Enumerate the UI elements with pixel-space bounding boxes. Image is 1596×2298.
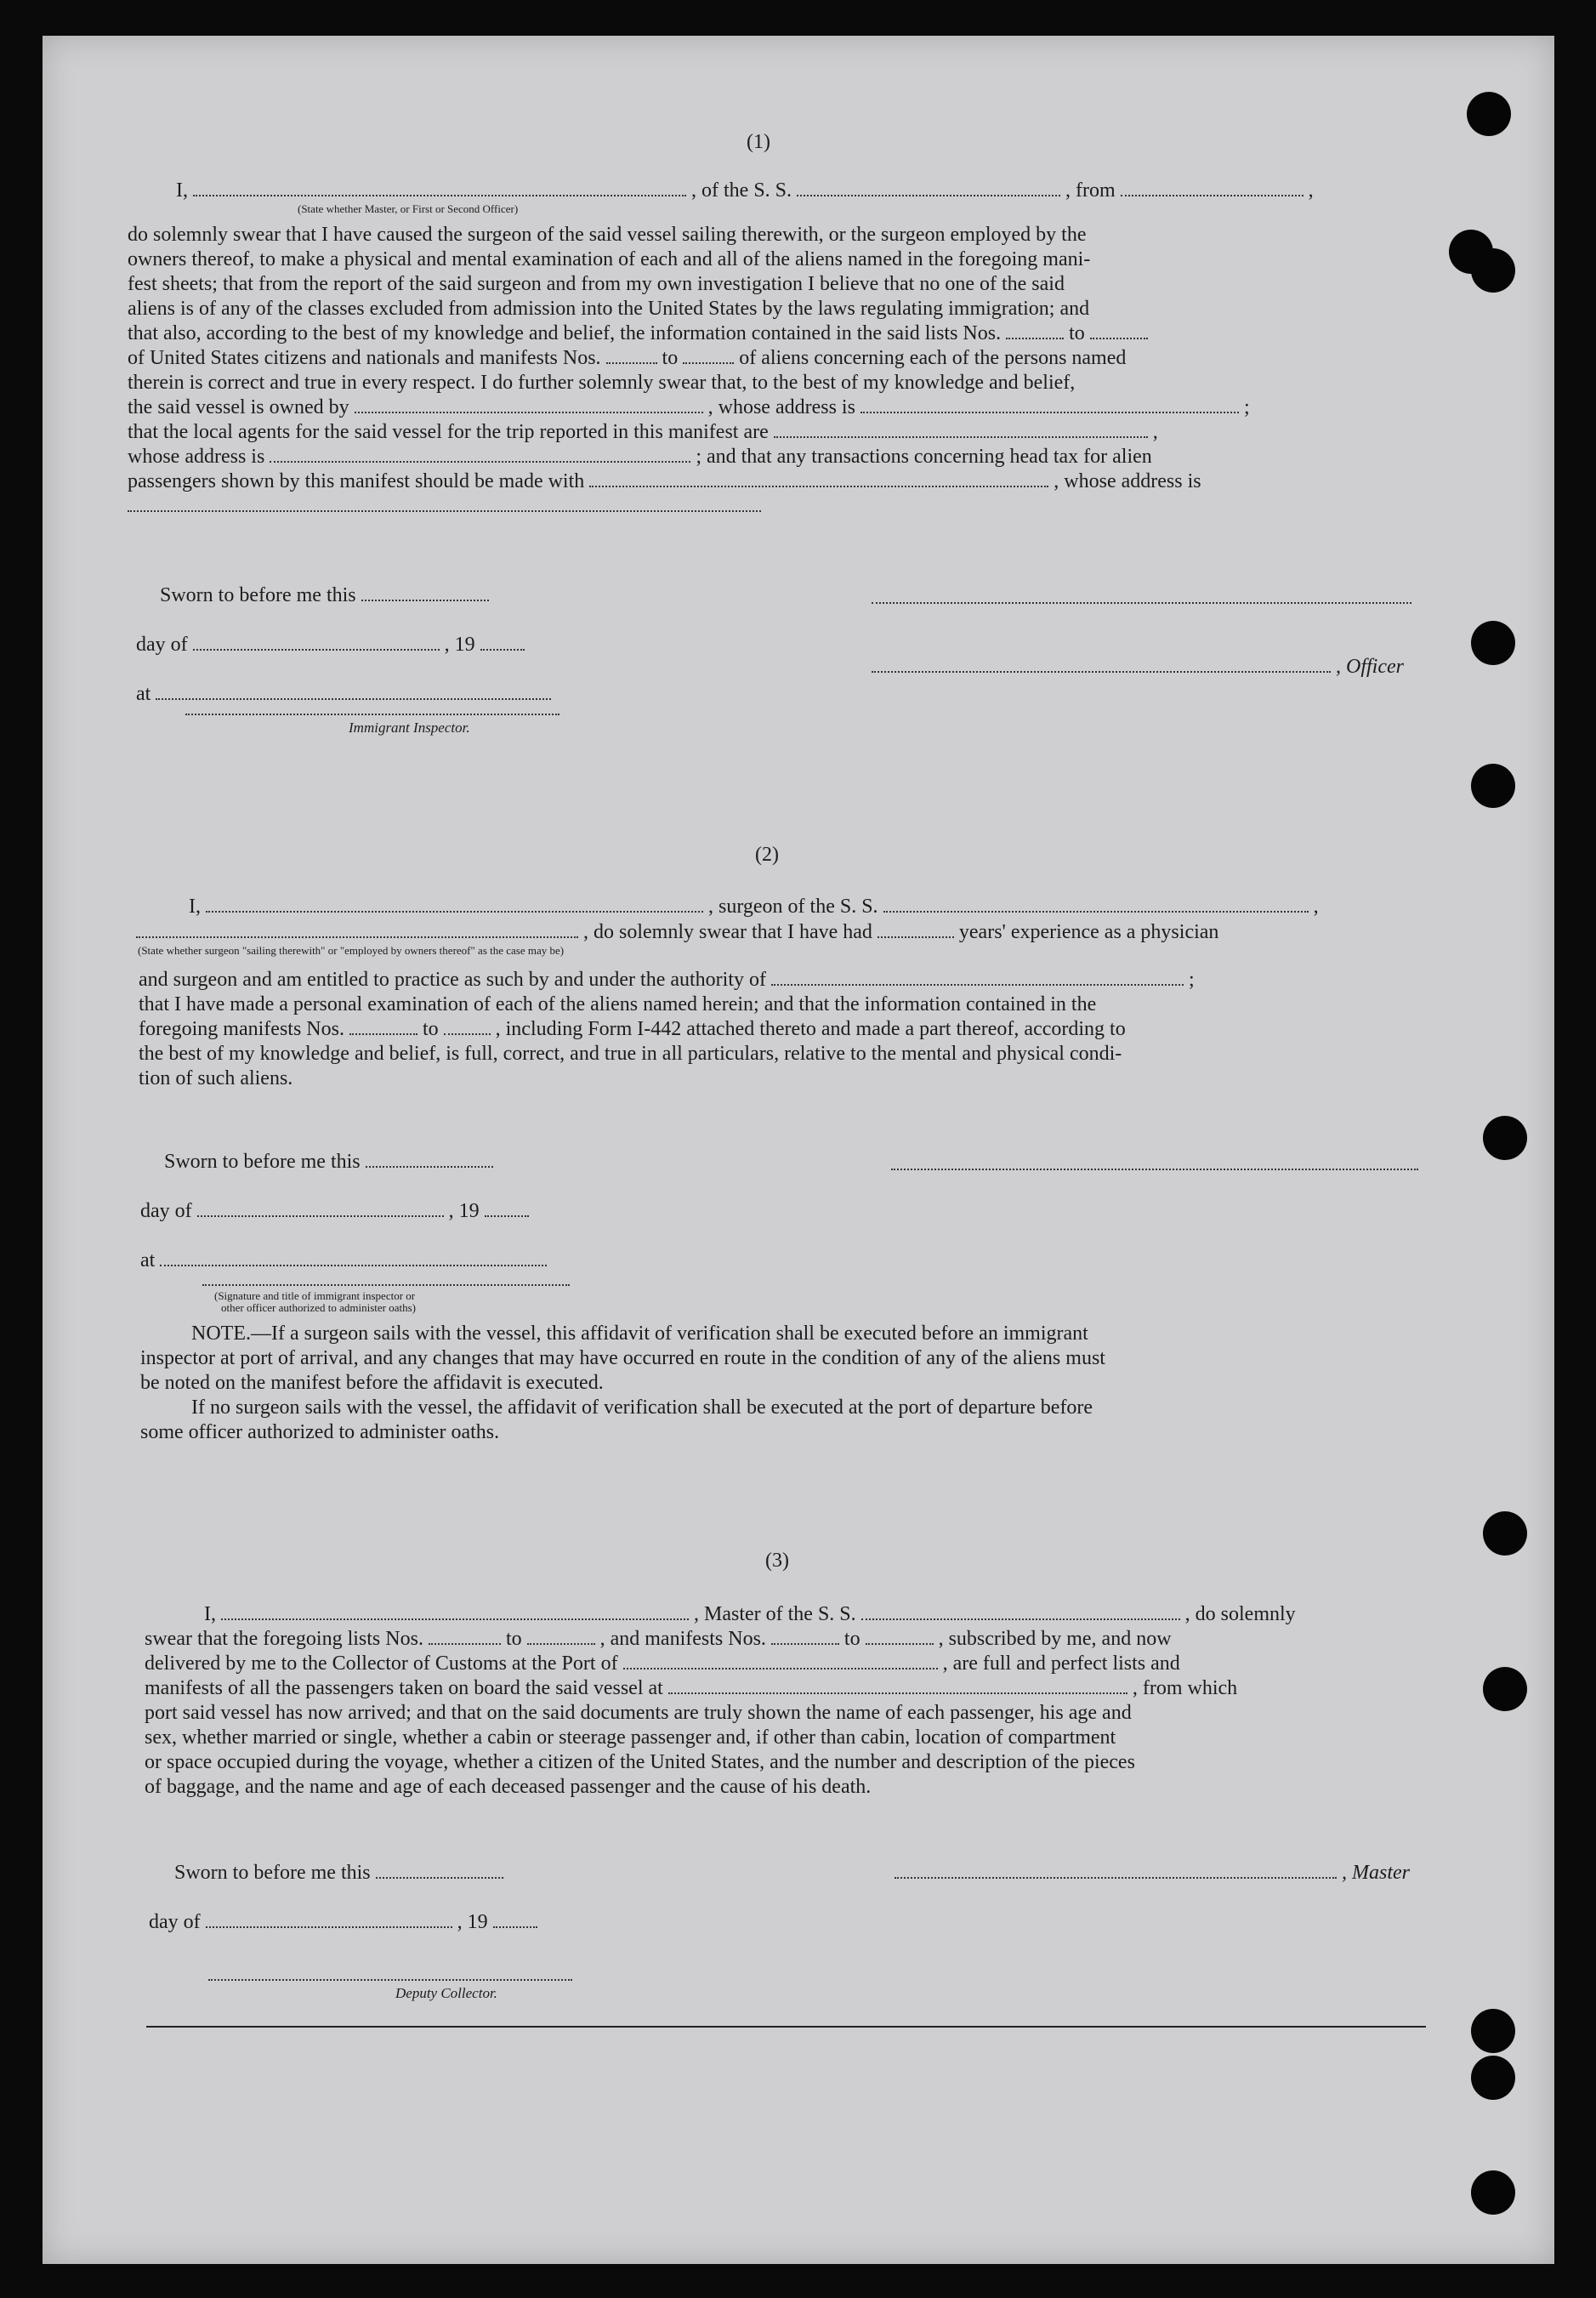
text: to (422, 1018, 439, 1040)
text: of United States citizens and nationals and manifests Nos. (128, 347, 601, 369)
body-line: do solemnly swear that I have caused the surgeon of the said vessel sailing therewith, or the surgeon employed by the (128, 224, 1087, 246)
text: at (140, 1249, 156, 1271)
section-2-line-1 (189, 895, 1319, 919)
section-2-note-4: If no surgeon sails with the vessel, the affidavit of verification shall be executed at the port of departure before (191, 1396, 1093, 1419)
text: , (1152, 421, 1158, 443)
punch-hole (1467, 92, 1511, 136)
text: manifests of all the passengers taken on board the said vessel at (145, 1677, 663, 1699)
text: to (1069, 322, 1085, 344)
section-1-officer (872, 655, 1404, 680)
form-page (43, 36, 1554, 2264)
punch-hole (1483, 1667, 1527, 1711)
text: , do solemnly (1184, 1603, 1296, 1625)
text: day of (136, 634, 188, 656)
text: ; (1189, 969, 1195, 991)
punch-hole (1471, 2009, 1515, 2053)
text: , and manifests Nos. (599, 1628, 766, 1650)
section-1-inspector-line (185, 712, 559, 715)
section-2-line-2 (136, 920, 1218, 945)
section-2-day-of (140, 1199, 534, 1224)
section-1-inspector-caption: Immigrant Inspector. (349, 720, 470, 736)
body-line (128, 420, 1452, 445)
section-1-signature-line-1 (872, 600, 1411, 604)
body-line: aliens is of any of the classes excluded from admission into the United States by the laws regulating immigration; and (128, 298, 1090, 320)
bottom-rule (146, 2026, 1426, 2028)
text: to (662, 347, 679, 369)
body-line (128, 395, 1452, 420)
section-3-sworn (174, 1861, 508, 1886)
body-line (128, 494, 1452, 519)
text: , (1313, 896, 1319, 918)
section-3-deputy-caption: Deputy Collector. (395, 1985, 497, 2001)
text: years' experience as a physician (958, 921, 1219, 943)
text: Sworn to before me this (174, 1862, 371, 1884)
section-2-sig-caption-1: (Signature and title of immigrant inspector or (214, 1289, 416, 1302)
section-3-day-of (149, 1910, 542, 1935)
body-line (128, 445, 1452, 469)
text: , 19 (444, 634, 475, 656)
section-3-line-4 (145, 1676, 1237, 1701)
text: ; and that any transactions concerning head tax for alien (696, 446, 1152, 468)
text: , 19 (457, 1911, 488, 1933)
text: , from (1065, 179, 1116, 202)
text: foregoing manifests Nos. (139, 1018, 344, 1040)
text: delivered by me to the Collector of Customs at the Port of (145, 1652, 618, 1675)
section-2-body-2: the best of my knowledge and belief, is full, correct, and true in all particulars, relative to the mental and physical condi- (139, 1043, 1122, 1065)
section-2-sig-caption-2: other officer authorized to administer oaths) (221, 1301, 416, 1314)
text: Sworn to before me this (160, 584, 356, 606)
section-2-subcaption: (State whether surgeon "sailing therewith" or "employed by owners thereof" as the case may be) (138, 944, 565, 957)
section-2-note-1 (191, 1322, 1088, 1346)
text: , (1308, 179, 1314, 202)
text: the said vessel is owned by (128, 396, 349, 418)
section-2-note-3: be noted on the manifest before the affidavit is executed. (140, 1372, 604, 1394)
text: I, (176, 179, 188, 202)
punch-hole (1483, 1116, 1527, 1160)
text: passengers shown by this manifest should be made with (128, 470, 585, 492)
section-2-foregoing (139, 1017, 1126, 1042)
text: , Officer (1336, 656, 1404, 678)
section-1-sworn (160, 583, 494, 608)
section-1-at (136, 682, 556, 707)
text: ; (1243, 396, 1250, 418)
text: swear that the foregoing lists Nos. (145, 1628, 423, 1650)
section-3-body-3: or space occupied during the voyage, whether a citizen of the United States, and the number and description of the pieces (145, 1751, 1135, 1773)
section-3-body-4: of baggage, and the name and age of each deceased passenger and the cause of his death. (145, 1776, 872, 1798)
section-1-day-of (136, 633, 530, 657)
text: and surgeon and am entitled to practice as such by and under the authority of (139, 969, 766, 991)
text: I, (189, 896, 201, 918)
section-2-inspector-line (202, 1283, 570, 1286)
punch-hole (1471, 248, 1515, 293)
text: to (843, 1628, 860, 1650)
section-1-body (128, 223, 1452, 519)
punch-hole (1471, 764, 1515, 808)
section-2-body-3: tion of such aliens. (139, 1067, 293, 1089)
punch-hole (1471, 621, 1515, 665)
punch-hole (1483, 1511, 1527, 1556)
section-2-sworn (164, 1150, 498, 1175)
section-2-practice (139, 968, 1195, 993)
section-3-line-2 (145, 1627, 1172, 1652)
text: at (136, 683, 151, 705)
text: , whose address is (1054, 470, 1201, 492)
text: day of (140, 1200, 192, 1222)
section-3-body-2: sex, whether married or single, whether a cabin or steerage passenger and, if other than cabin, location of compartment (145, 1726, 1116, 1749)
section-2-body-1: that I have made a personal examination of each of the aliens named herein; and that the information contained in the (139, 993, 1097, 1015)
text: , subscribed by me, and now (938, 1628, 1172, 1650)
section-2-note-2: inspector at port of arrival, and any changes that may have occurred en route in the condition of any of the aliens must (140, 1347, 1105, 1369)
text: whose address is (128, 446, 265, 468)
text: —If a surgeon sails with the vessel, this affidavit of verification shall be executed before an immigrant (250, 1322, 1088, 1345)
text: , do solemnly swear that I have had (583, 921, 872, 943)
text: Sworn to before me this (164, 1151, 361, 1173)
section-3-master-sig (895, 1861, 1410, 1886)
text: , 19 (448, 1200, 480, 1222)
body-line (128, 321, 1452, 346)
text: , from which (1132, 1677, 1238, 1699)
text: , whose address is (707, 396, 855, 418)
text: I, (204, 1603, 216, 1625)
text: day of (149, 1911, 201, 1933)
body-line: owners thereof, to make a physical and mental examination of each and all of the aliens named in the foregoing mani- (128, 248, 1091, 270)
body-line (128, 346, 1452, 371)
section-3-line-3 (145, 1652, 1180, 1676)
text: that the local agents for the said vessel for the trip reported in this manifest are (128, 421, 769, 443)
text: , of the S. S. (691, 179, 792, 202)
body-line: therein is correct and true in every respect. I do further solemnly swear that, to the best of my knowledge and belief, (128, 372, 1076, 394)
punch-hole (1471, 2056, 1515, 2100)
section-3-line-1 (204, 1602, 1296, 1627)
body-line (128, 469, 1452, 494)
section-2-signature-line (891, 1167, 1418, 1170)
section-1-number: (1) (747, 131, 770, 153)
text: of aliens concerning each of the persons named (739, 347, 1127, 369)
section-3-number: (3) (765, 1550, 789, 1572)
text: , are full and perfect lists and (942, 1652, 1180, 1675)
text: NOTE. (191, 1322, 251, 1345)
text: that also, according to the best of my knowledge and belief, the information contained in the said lists Nos. (128, 322, 1002, 344)
section-2-at (140, 1249, 552, 1273)
text: , surgeon of the S. S. (708, 896, 878, 918)
text: to (505, 1628, 522, 1650)
section-2-number: (2) (755, 844, 779, 866)
section-3-body-1: port said vessel has now arrived; and that on the said documents are truly shown the name of each passenger, his age and (145, 1702, 1132, 1724)
body-line: fest sheets; that from the report of the said surgeon and from my own investigation I believe that no one of the said (128, 273, 1065, 295)
section-3-collector-line (208, 1977, 572, 1981)
section-2-note-5: some officer authorized to administer oaths. (140, 1421, 500, 1443)
punch-hole (1471, 2170, 1515, 2215)
section-1-line-1 (176, 179, 1314, 203)
section-1-subcaption: (State whether Master, or First or Second Officer) (298, 202, 519, 215)
text: , Master of the S. S. (694, 1603, 856, 1625)
text: , Master (1342, 1862, 1410, 1884)
text: , including Form I-442 attached thereto and made a part thereof, according to (495, 1018, 1126, 1040)
